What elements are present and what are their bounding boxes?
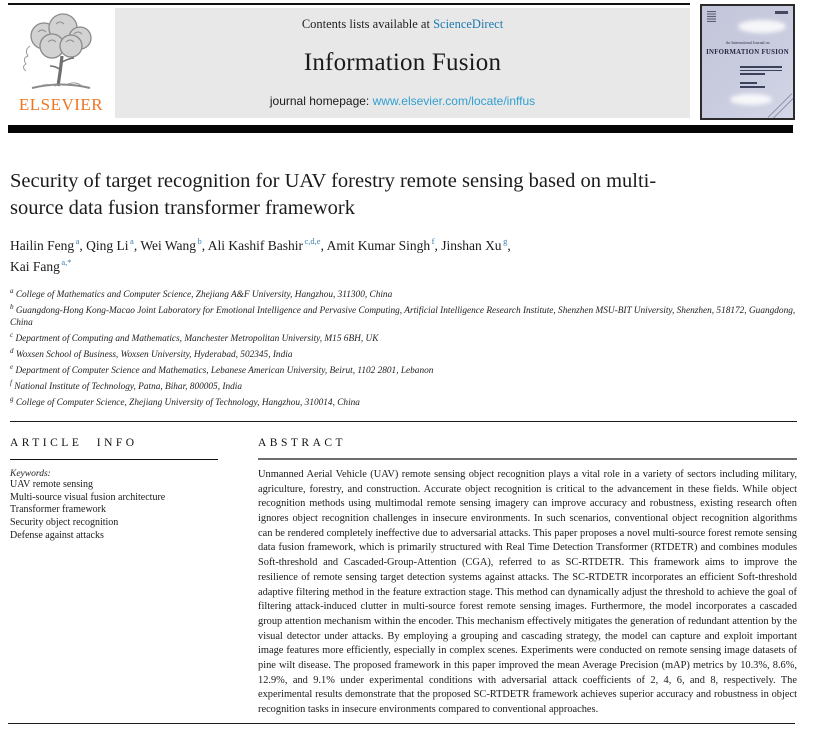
journal-masthead [115, 8, 690, 118]
author[interactable] [10, 238, 86, 253]
keyword: Multi-source visual fusion architecture [10, 491, 166, 503]
contents-prefix: Contents lists available at [301, 17, 430, 31]
author-affiliation-sup: a [75, 236, 80, 246]
author-list [10, 233, 730, 275]
author-affiliation-sup: c,d,e [304, 236, 321, 246]
cover-text-line [740, 70, 782, 72]
affiliation-sup: g [10, 394, 14, 403]
author-name: Jinshan Xu [441, 237, 502, 253]
author[interactable] [327, 238, 442, 253]
homepage-label: journal homepage: [269, 94, 370, 108]
affiliation-text: Guangdong-Hong Kong-Macao Joint Laboratory for Emotional Intelligence and Pervasive Computing, Artificial Intelligence Research Institute, Shenzhen MSU-BIT University, Shenzhen, 518172, Guangdong, China [10, 306, 796, 328]
elsevier-tree-icon [16, 79, 106, 96]
author[interactable] [86, 238, 140, 253]
author-separator: , [507, 237, 511, 253]
article-info-heading: ARTICLE INFO [10, 436, 138, 449]
cover-title: INFORMATION FUSION [706, 49, 789, 56]
cover-ellipse-decoration [738, 20, 786, 33]
author-name: Wei Wang [140, 237, 197, 253]
keywords-list [10, 479, 258, 543]
author-name: Hailin Feng [10, 237, 75, 253]
article-info-column [10, 437, 258, 718]
sciencedirect-link[interactable]: ScienceDirect [433, 17, 504, 31]
masthead-divider-bar [8, 125, 793, 133]
author-separator: , [201, 237, 208, 253]
affiliation-sup: f [10, 378, 12, 387]
author[interactable] [441, 238, 511, 253]
author-name: Kai Fang [10, 258, 60, 274]
cover-text-line [740, 66, 782, 68]
article-title: Security of target recognition for UAV forestry remote sensing based on multi-source data fusion transformer framework [10, 170, 657, 219]
affiliation [10, 378, 797, 394]
elsevier-logo [10, 12, 112, 115]
keyword: UAV remote sensing [10, 478, 93, 490]
cover-tagline: An International Journal on [725, 40, 770, 45]
keyword: Defense against attacks [10, 529, 104, 541]
contents-line [302, 17, 503, 32]
affiliation-text: National Institute of Technology, Patna, Bihar, 800005, India [14, 382, 242, 392]
cover-diagonal-decoration [768, 93, 793, 118]
journal-cover-thumbnail[interactable] [700, 4, 795, 120]
author[interactable] [140, 238, 207, 253]
affiliation-text: Department of Computer Science and Mathematics, Lebanese American University, Beirut, 1102 2801, Lebanon [15, 366, 434, 376]
affiliation [10, 362, 797, 378]
affiliation [10, 286, 797, 302]
abstract-heading: ABSTRACT [258, 436, 347, 449]
abstract-column [258, 437, 797, 718]
author-name: Amit Kumar Singh [326, 237, 431, 253]
page-bottom-rule [8, 723, 795, 724]
abstract-rule [258, 458, 797, 460]
homepage-link[interactable]: www.elsevier.com/locate/inffus [372, 94, 536, 108]
affiliations [10, 286, 797, 410]
top-rule [8, 3, 690, 5]
homepage-line [270, 94, 535, 108]
author-name: Ali Kashif Bashir [207, 237, 304, 253]
author-affiliation-sup: a [130, 236, 134, 246]
author-affiliation-sup: g [503, 236, 508, 246]
affiliation-text: College of Mathematics and Computer Science, Zhejiang A&F University, Hangzhou, 311300, China [15, 290, 393, 301]
cover-ellipse-decoration [730, 94, 772, 105]
elsevier-wordmark: ELSEVIER [18, 95, 104, 114]
affiliation [10, 330, 797, 346]
affiliation-sup: d [10, 346, 14, 355]
author-separator: , [320, 237, 327, 253]
author[interactable] [208, 238, 327, 253]
affiliation-sup: b [10, 303, 14, 311]
journal-title: Information Fusion [303, 49, 502, 76]
keyword: Transformer framework [10, 504, 106, 516]
author-affiliation-sup: a,* [61, 257, 72, 267]
affiliation-sup: a [10, 287, 14, 295]
keywords-label: Keywords: [10, 468, 51, 479]
affiliation-sup: c [10, 330, 14, 339]
author-separator: , [79, 237, 87, 253]
author-affiliation-sup: f [431, 236, 435, 246]
info-abstract-columns [10, 437, 797, 718]
cover-text-line [740, 73, 765, 75]
affiliation [10, 302, 797, 330]
affiliation [10, 394, 797, 410]
article-front-matter [10, 168, 797, 718]
author-affiliation-sup: b [197, 236, 202, 246]
affiliation-text: Woxsen School of Business, Woxsen University, Hyderabad, 502345, India [15, 350, 293, 360]
author-separator: , [434, 237, 442, 253]
author-separator: , [133, 237, 141, 253]
affiliation [10, 346, 797, 362]
cover-publisher-logo [707, 11, 716, 22]
affiliation-text: College of Computer Science, Zhejiang University of Technology, Hangzhou, 310014, China [15, 398, 360, 408]
affiliation-sup: e [10, 362, 14, 371]
abstract-text: Unmanned Aerial Vehicle (UAV) remote sensing object recognition plays a vital role in a variety of sectors including military, agriculture, forestry, and construction. Accurate object recognition is critical to the advancement in these fields. While object recognition methods using multimodal remote sensing imagery can improve accuracy and robustness, existing research often ignores object recognition challenges in insecure environments. In such scenarios, conventional object recognition algorithms can be rendered completely ineffective due to adversarial attacks. This paper proposes a novel multi-source forest remote sensing data fusion framework, which is primarily structured with Real Time Detection Transformer (RTDETR) and combines modules Soft-threshold and Cascaded-Group-Attention (CGA), referred to as SC-RTDETR. This framework aims to improve the resilience of remote sensing target detection systems against attacks. The SC-RTDETR incorporates an efficient Soft-threshold adaptive filtering method in the feature extraction stage. This method can dynamically adjust the threshold to achieve the goal of filtering attack-induced clutter in multi-source forest remote sensing images. Furthermore, the model incorporates a cascaded group attention mechanism within the encoder. This mechanism effectively mitigates the generation of redundant attention by the visual detector under attacks. By employing a grouping and cascading strategy, the model can capture and exploit important image features more efficiently, especially in complex scenes. Experiments were conducted on remote sensing image datasets of pine wilt disease. The proposed framework in this paper improved the mean Average Precision (mAP) metrics by 10.3%, 8.6%, 12.9%, and 9.1% under experimental conditions with adversarial attack coefficients of 2, 4, 6, and 8, respectively. The experimental results demonstrate that the proposed SC-RTDETR framework achieves superior accuracy and robustness in object recognition tasks in insecure environments compared to conventional approaches. [258, 468, 797, 716]
cover-text-line [740, 82, 757, 84]
author-name: Qing Li [86, 237, 129, 253]
cover-diagonal-decoration [771, 96, 795, 120]
author[interactable] [10, 259, 72, 274]
keyword: Security object recognition [10, 517, 119, 529]
affiliation-text: Department of Computing and Mathematics, Manchester Metropolitan University, M15 6BH, UK [15, 334, 379, 344]
cover-text-line [740, 86, 765, 88]
cover-issn-text [775, 11, 788, 14]
article-info-rule [10, 459, 218, 460]
front-matter-divider [10, 421, 797, 422]
